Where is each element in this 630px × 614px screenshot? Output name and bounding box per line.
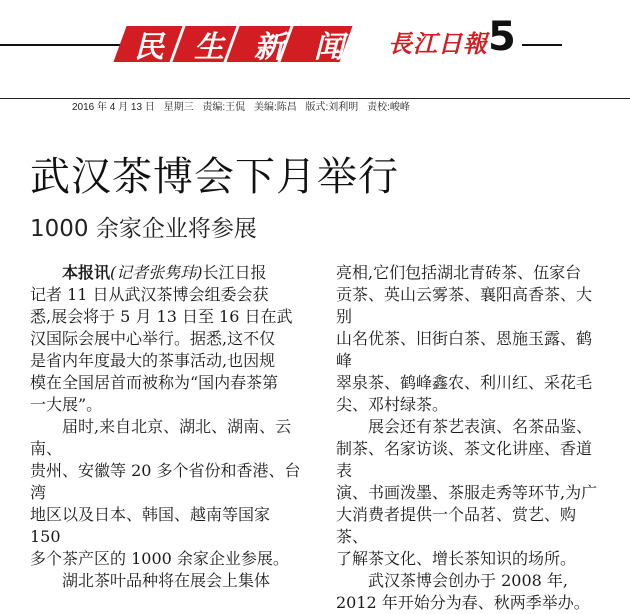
art-editor-name: 陈昌 [276,102,297,113]
article-paragraph [336,570,606,614]
article-column-left [30,262,302,592]
text-line: 2012 年开始分为春、秋两季举办。 [336,593,590,612]
issue-date: 2016 年 4 月 13 日 [72,102,155,113]
text-line: 记者 11 日从武汉茶博会组委会获 [30,285,269,304]
text-line: 山名优茶、旧街白茶、恩施玉露、鹤峰 [336,329,593,370]
text-line: 了解茶文化、增长茶知识的场所。 [336,549,577,568]
reporter-byline: (记者张隽玮) [110,263,203,282]
newspaper-logo: 長江日報 [388,29,488,58]
text-line: 多个茶产区的 1000 余家企业参展。 [30,549,289,568]
article-paragraph [336,416,606,570]
meta-rule [0,98,630,99]
issue-meta [72,98,416,113]
masthead-rule-left [0,44,122,46]
layout-label: 版式: [305,102,329,113]
proofreader-label: 责校: [367,102,390,113]
text-line: 大消费者提供一个品茗、赏艺、购茶、 [336,505,577,546]
text-line: 尖、邓村绿茶。 [336,395,449,414]
text-line: 武汉茶博会创办于 2008 年, [368,571,568,590]
text-line: 地区以及日本、韩国、越南等国家 150 [30,505,271,546]
editor-label: 责编: [202,102,226,113]
masthead-rule-right [522,44,562,46]
text-line: 届时,来自北京、湖北、湖南、云南、 [30,417,292,458]
section-char: 闻 [314,30,348,65]
dateline-label: 本报讯 [62,263,111,282]
section-char: 生 [194,30,228,65]
section-char: 民 [134,30,168,65]
text-line: 汉国际会展中心举行。据悉,这不仅 [30,329,276,348]
text-line: 是省内年度最大的茶事活动,也因规 [30,351,276,370]
text-line: 亮相,它们包括湖北青砖茶、伍家台 [336,263,582,282]
layout-name: 刘利明 [328,102,359,113]
article-paragraph [30,262,302,416]
text-line: 制茶、名家访谈、茶文化讲座、香道表 [336,439,593,480]
text-line: 长江日报 [202,263,267,282]
section-char: 新 [254,30,288,65]
issue-weekday: 星期三 [163,102,194,113]
text-line: 贵州、安徽等 20 多个省份和香港、台湾 [30,461,301,502]
text-line: 贡茶、英山云雾茶、襄阳高香茶、大别 [336,285,593,326]
editor-name: 王侃 [225,102,246,113]
article-column-right [336,262,606,614]
text-line: 翠泉茶、鹤峰鑫农、利川红、采花毛 [336,373,593,392]
text-line: 展会还有茶艺表演、名茶品鉴、 [368,417,593,436]
text-line: 模在全国居首而被称为“国内春茶第 [30,373,279,392]
article-paragraph [30,416,302,570]
article-paragraph [336,262,606,416]
article-paragraph [30,570,302,592]
section-title [134,26,348,65]
text-line: 悉,展会将于 5 月 13 日至 16 日在武 [30,307,293,326]
text-line: 湖北茶叶品种将在展会上集体 [62,571,271,590]
proofreader-name: 峻峰 [389,102,410,113]
art-editor-label: 美编: [253,102,277,113]
page-number: 5 [488,14,516,60]
article-subhead: 1000 余家企业将参展 [30,216,257,242]
article-headline: 武汉茶博会下月举行 [30,154,399,200]
text-line: 演、书画泼墨、茶服走秀等环节,为广 [336,483,598,502]
text-line: 一大展”。 [30,395,103,414]
